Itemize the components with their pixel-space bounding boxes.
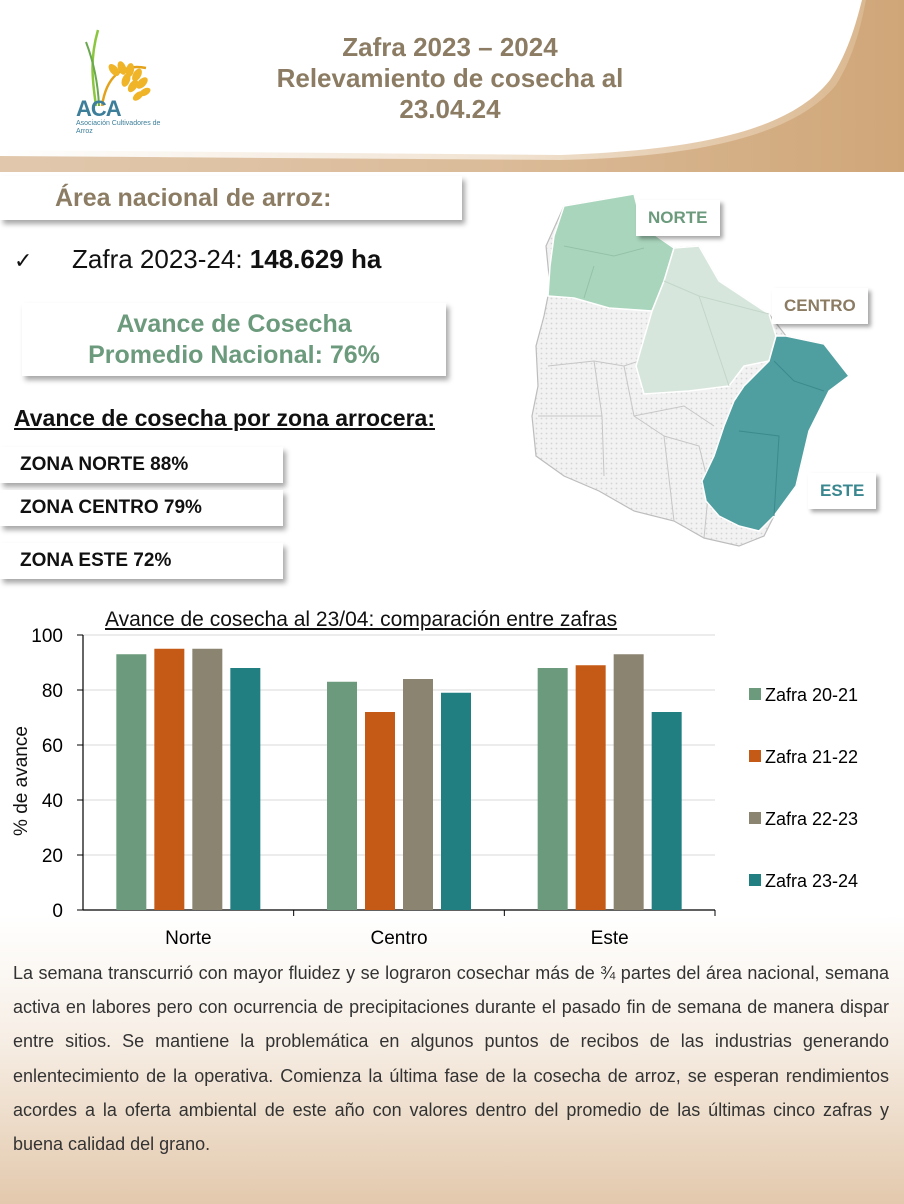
avance-nacional-box xyxy=(22,303,446,376)
area-title-box: Área nacional de arroz: xyxy=(0,176,462,220)
bar xyxy=(576,665,606,910)
map-label-norte: NORTE xyxy=(636,200,720,236)
x-tick-label: Norte xyxy=(165,928,212,949)
header-banner xyxy=(0,0,904,172)
zona-este-box: ZONA ESTE 72% xyxy=(0,543,283,579)
y-tick-label: 20 xyxy=(41,846,63,867)
zona-heading: Avance de cosecha por zona arrocera: xyxy=(14,405,435,431)
title-line-1: Zafra 2023 – 2024 xyxy=(342,32,558,62)
title-line-3: 23.04.24 xyxy=(399,94,501,124)
zafra-value: 148.629 ha xyxy=(249,244,382,274)
y-tick-label: 100 xyxy=(31,626,63,647)
zafra-area-line xyxy=(14,244,381,275)
bar xyxy=(154,649,184,910)
x-tick-label: Centro xyxy=(370,928,428,949)
bar xyxy=(192,649,222,910)
legend-label: Zafra 22-23 xyxy=(765,809,859,829)
avance-line-1: Avance de Cosecha xyxy=(116,310,352,338)
aca-logo xyxy=(66,28,166,140)
x-tick-label: Este xyxy=(590,928,629,949)
legend-label: Zafra 23-24 xyxy=(765,871,859,891)
legend-swatch xyxy=(749,812,761,824)
bar xyxy=(441,693,471,910)
bar xyxy=(230,668,260,910)
avance-line-2: Promedio Nacional: 76% xyxy=(88,341,380,369)
legend-swatch xyxy=(749,874,761,886)
logo-subtext: Asociación Cultivadores de Arroz xyxy=(76,120,161,135)
y-tick-label: 0 xyxy=(52,901,63,922)
bar xyxy=(116,654,146,910)
zafra-label: Zafra 2023-24: xyxy=(72,244,250,274)
bar xyxy=(652,712,682,910)
page-title xyxy=(200,32,700,125)
bar xyxy=(403,679,433,910)
chart-title: Avance de cosecha al 23/04: comparación entre zafras xyxy=(105,608,618,631)
bar xyxy=(327,682,357,910)
y-tick-label: 80 xyxy=(41,681,63,702)
map-label-este: ESTE xyxy=(808,473,876,509)
title-line-2: Relevamiento de cosecha al xyxy=(276,63,624,93)
harvest-chart xyxy=(0,604,904,954)
summary-paragraph: La semana transcurrió con mayor fluidez y se lograron cosechar más de ¾ partes del área nacional, semana activa en labores pero con ocurrencia de precipitaciones durante el pasado fin de semana de manera dispar entre sitios. Se mantiene la problemática en algunos puntos de recibos de las industrias generando enlentecimiento de la operativa. Comienza la última fase de la cosecha de arroz, se esperan rendimientos acordes a la oferta ambiental de este año con valores dentro del promedio de las últimas cinco zafras y buena calidad del grano. xyxy=(13,963,889,1155)
y-tick-label: 40 xyxy=(41,791,63,812)
logo-text: ACA xyxy=(76,96,121,121)
zona-norte-box: ZONA NORTE 88% xyxy=(0,447,283,483)
map-label-centro: CENTRO xyxy=(772,288,868,324)
legend-swatch xyxy=(749,688,761,700)
bar xyxy=(538,668,568,910)
zona-centro-box: ZONA CENTRO 79% xyxy=(0,490,283,526)
bar xyxy=(365,712,395,910)
y-tick-label: 60 xyxy=(41,736,63,757)
bar xyxy=(614,654,644,910)
legend-label: Zafra 21-22 xyxy=(765,747,859,767)
legend-label: Zafra 20-21 xyxy=(765,685,859,705)
check-icon: ✓ xyxy=(14,248,33,273)
chart-plot xyxy=(0,604,904,954)
legend-swatch xyxy=(749,750,761,762)
chart-y-axis-label: % de avance xyxy=(11,726,32,836)
